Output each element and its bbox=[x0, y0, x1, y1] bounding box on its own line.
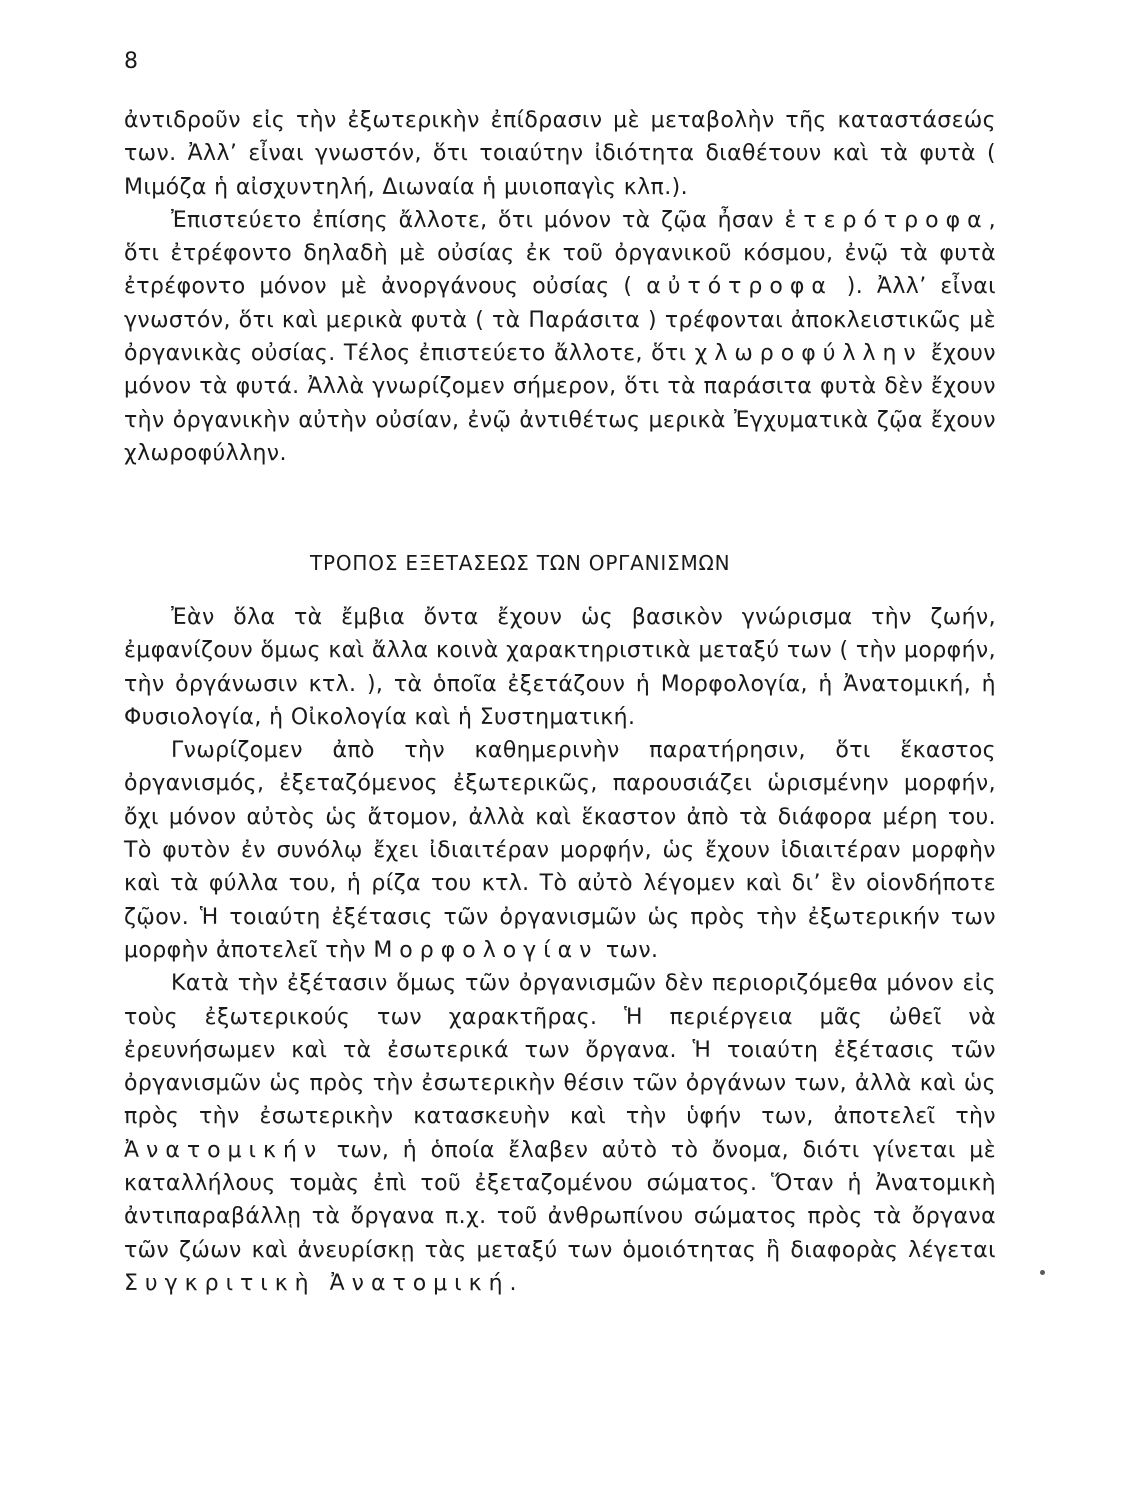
text-run: Γνωρίζομεν ἀπὸ τὴν καθημερινὴν παρατήρησιν, ὅτι ἕκαστος ὀργανισμός, ἐξεταζόμενος ἐξωτερικῶς, παρουσιάζει ὡρισμένην μορφήν, ὄχι μόνον αὐτὸς ὡς ἄτομον, ἀλλὰ καὶ ἕκαστον ἀπὸ τὰ διάφορα μέρη του. Τὸ φυτὸν ἐν συνόλῳ ἔχει ἰδιαιτέραν μορφήν, ὡς ἔχουν ἰδιαιτέραν μορφὴν καὶ τὰ φύλλα του, ἡ ρίζα του κτλ. Τὸ αὐτὸ λέγομεν καὶ δι’ ἓν οἱονδήποτε ζῷον. Ἡ τοιαύτη ἐξέτασις τῶν ὀργανισμῶν ὡς πρὸς τὴν ἐξωτερικήν των μορφὴν ἀποτελεῖ τὴν bbox=[124, 738, 996, 963]
text-run: των. bbox=[598, 937, 659, 963]
text-run: . bbox=[509, 1270, 517, 1296]
spaced-term-chlorophyll: χλωροφύλλην bbox=[694, 341, 923, 367]
text-run: των, ἡ ὁποία ἔλαβεν αὐτὸ τὸ ὄνομα, διότι γίνεται μὲ καταλλήλους τομὰς ἐπὶ τοῦ ἐξεταζομένου σώματος. Ὅταν ἡ Ἀνατομικὴ ἀντιπαραβάλλῃ τὰ ὄργανα π.χ. τοῦ ἀνθρωπίνου σώματος πρὸς τὰ ὄργανα τῶν ζώων καὶ ἀνευρίσκῃ τὰς μεταξύ των ὁμοιότητας ἢ διαφορὰς λέγεται bbox=[124, 1137, 996, 1263]
page-number: 8 bbox=[124, 49, 138, 74]
text-run: Κατὰ τὴν ἐξέτασιν ὅμως τῶν ὀργανισμῶν δὲν περιοριζόμεθα μόνον εἰς τοὺς ἐξωτερικούς των χαρακτῆρας. Ἡ περιέργεια μᾶς ὠθεῖ νὰ ἐρευνήσωμεν καὶ τὰ ἐσωτερικά των ὄργανα. Ἡ τοιαύτη ἐξέτασις τῶν ὀργανισμῶν ὡς πρὸς τὴν ἐσωτερικὴν θέσιν τῶν ὀργάνων των, ἀλλὰ καὶ ὡς πρὸς τὴν ἐσωτερικὴν κατασκευὴν καὶ τὴν ὑφήν των, ἀποτελεῖ τὴν bbox=[124, 971, 996, 1130]
section-heading: ΤΡΟΠΟΣ ΕΞΕΤΑΣΕΩΣ ΤΩΝ ΟΡΓΑΝΙΣΜΩΝ bbox=[310, 551, 731, 575]
text-run: ἔχουν μόνον τὰ φυτά. Ἀλλὰ γνωρίζομεν σήμερον, ὅτι τὰ παράσιτα φυτὰ δὲν ἔχουν τὴν ὀργανικὴν αὐτὴν οὐσίαν, ἐνῷ ἀντιθέτως μερικὰ Ἐγχυματικὰ ζῷα ἔχουν χλωροφύλλην. bbox=[124, 341, 996, 466]
paragraph-sensitivity: ἀντιδροῦν εἰς τὴν ἐξωτερικὴν ἐπίδρασιν μὲ μεταβολὴν τῆς καταστάσεώς των. Ἀλλ’ εἶναι γνωστόν, ὅτι τοιαύτην ἰδιότητα διαθέτουν καὶ τὰ φυτὰ ( Μιμόζα ἡ αἰσχυντηλή, Διωναία ἡ μυιοπαγὶς κλπ.). bbox=[124, 108, 996, 200]
spaced-term-morphology: Μορφολογίαν bbox=[373, 937, 599, 963]
text-run: , ὅτι ἐτρέφοντο δηλαδὴ μὲ οὐσίας ἐκ τοῦ ὀργανικοῦ κόσμου, ἐνῷ τὰ φυτὰ ἐτρέφοντο μόνον μὲ ἀνοργάνους οὐσίας ( bbox=[124, 207, 996, 300]
paragraph-anatomy bbox=[124, 967, 996, 1300]
spaced-term-comparative-anatomy: Συγκριτικὴ Ἀνατομική bbox=[124, 1270, 510, 1296]
spaced-term-heterotrophic: ἑτερότροφα bbox=[784, 207, 989, 233]
text-block-top bbox=[124, 104, 996, 470]
spaced-term-autotrophic: αὐτότροφα bbox=[646, 274, 833, 300]
paragraph-nutrition bbox=[124, 204, 996, 470]
text-run: ). Ἀλλ’ εἶναι γνωστόν, ὅτι καὶ μερικὰ φυτὰ ( τὰ Παράσιτα ) τρέφονται ἀποκλειστικῶς μὲ ὀργανικὰς οὐσίας. Τέλος ἐπιστεύετο ἄλλοτε, ὅτι bbox=[124, 274, 997, 367]
spaced-term-anatomy: Ἀνατομικήν bbox=[124, 1137, 324, 1163]
text-block-bottom bbox=[124, 601, 996, 1300]
paragraph-characteristics: Ἐὰν ὅλα τὰ ἔμβια ὄντα ἔχουν ὡς βασικὸν γνώρισμα τὴν ζωήν, ἐμφανίζουν ὅμως καὶ ἄλλα κοινὰ χαρακτηριστικὰ μεταξύ των ( τὴν μορφήν, τὴν ὀργάνωσιν κτλ. ), τὰ ὁποῖα ἐξετάζουν ἡ Μορφολογία, ἡ Ἀνατομική, ἡ Φυσιολογία, ἡ Οἰκολογία καὶ ἡ Συστηματική. bbox=[124, 605, 996, 730]
paragraph-morphology bbox=[124, 734, 996, 967]
margin-mark bbox=[1040, 1270, 1045, 1275]
text-run: Ἐπιστεύετο ἐπίσης ἄλλοτε, ὅτι μόνον τὰ ζῷα ἦσαν bbox=[171, 207, 785, 233]
